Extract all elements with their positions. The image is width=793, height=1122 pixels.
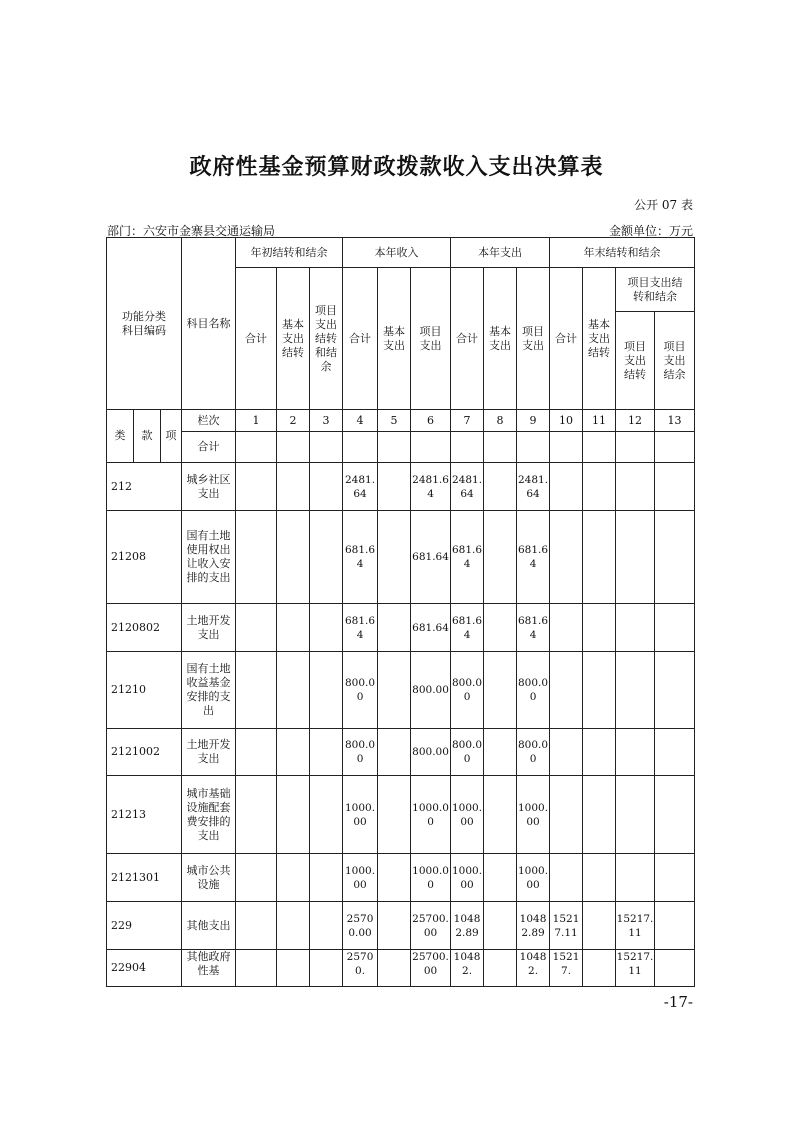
income-total-cell: 25700.: [343, 950, 378, 987]
income-project-cell: 1000.00: [411, 854, 451, 902]
lanci-label: 栏次: [182, 410, 236, 432]
end-total-cell: [550, 854, 583, 902]
income-total-cell: 800.00: [343, 652, 378, 729]
income-total-cell: 1000.00: [343, 776, 378, 854]
col-number: 6: [411, 410, 451, 432]
end-project-carry-cell: [616, 511, 655, 604]
end-project-balance-header: 项目支出结余: [655, 312, 695, 410]
row-name: 国有土地使用权出让收入安排的支出: [182, 511, 236, 604]
end-project-group-header: 项目支出结转和结余: [616, 268, 695, 312]
income-project-header: 项目支出: [411, 268, 451, 410]
income-project-cell: 800.00: [411, 652, 451, 729]
income-project-cell: 25700.00: [411, 950, 451, 987]
income-total-header: 合计: [343, 268, 378, 410]
table-number: 公开 07 表: [634, 198, 693, 212]
budget-table: [106, 237, 695, 987]
income-project-cell: 681.64: [411, 511, 451, 604]
income-total-cell: 1000.00: [343, 854, 378, 902]
col-number: 13: [655, 410, 695, 432]
end-total-cell: 15217.: [550, 950, 583, 987]
end-group-header: 年末结转和结余: [550, 238, 695, 268]
expense-total-cell: 681.64: [451, 511, 484, 604]
row-code: 21213: [107, 776, 182, 854]
income-group-header: 本年收入: [343, 238, 451, 268]
income-total-cell: 800.00: [343, 729, 378, 776]
begin-project-carry-header: 项目支出结转和结余: [310, 268, 343, 410]
end-total-cell: [550, 511, 583, 604]
table-row: [107, 604, 695, 652]
end-project-carry-cell: [616, 729, 655, 776]
income-project-cell: 25700.00: [411, 902, 451, 950]
row-name: 其他政府性基: [182, 950, 236, 987]
lei-header: 类: [107, 410, 134, 463]
expense-total-cell: 800.00: [451, 652, 484, 729]
row-code: 229: [107, 902, 182, 950]
expense-project-cell: 1000.00: [517, 776, 550, 854]
end-project-carry-cell: [616, 463, 655, 511]
table-row: [107, 463, 695, 511]
end-total-cell: [550, 729, 583, 776]
end-total-cell: [550, 604, 583, 652]
row-code: 2121301: [107, 854, 182, 902]
end-project-carry-cell: 15217.11: [616, 950, 655, 987]
subject-name-header: 科目名称: [182, 238, 236, 410]
row-name: 土地开发支出: [182, 604, 236, 652]
col-number: 9: [517, 410, 550, 432]
table-row: [107, 776, 695, 854]
expense-project-cell: 681.64: [517, 604, 550, 652]
end-project-carry-header: 项目支出结转: [616, 312, 655, 410]
table-row: [107, 950, 695, 987]
row-name: 土地开发支出: [182, 729, 236, 776]
col-number: 4: [343, 410, 378, 432]
row-name: 城乡社区支出: [182, 463, 236, 511]
row-name: 其他支出: [182, 902, 236, 950]
expense-project-cell: 681.64: [517, 511, 550, 604]
col-number: 3: [310, 410, 343, 432]
expense-project-cell: 10482.89: [517, 902, 550, 950]
expense-project-header: 项目支出: [517, 268, 550, 410]
table-row: [107, 511, 695, 604]
income-total-cell: 25700.00: [343, 902, 378, 950]
expense-group-header: 本年支出: [451, 238, 550, 268]
end-project-carry-cell: [616, 652, 655, 729]
row-code: 22904: [107, 950, 182, 987]
func-code-header: 功能分类科目编码: [107, 238, 182, 410]
end-total-cell: [550, 652, 583, 729]
column-number-row: [107, 410, 695, 432]
income-total-cell: 681.64: [343, 511, 378, 604]
income-project-cell: 2481.64: [411, 463, 451, 511]
kuan-header: 款: [134, 410, 161, 463]
row-code: 21210: [107, 652, 182, 729]
end-basic-carry-header: 基本支出结转: [583, 268, 616, 410]
total-row: [107, 432, 695, 463]
page-title: 政府性基金预算财政拨款收入支出决算表: [189, 155, 604, 180]
end-total-header: 合计: [550, 268, 583, 410]
col-number: 7: [451, 410, 484, 432]
expense-total-cell: 10482.: [451, 950, 484, 987]
income-project-cell: 1000.00: [411, 776, 451, 854]
expense-total-cell: 10482.89: [451, 902, 484, 950]
table-row: [107, 729, 695, 776]
income-total-cell: 2481.64: [343, 463, 378, 511]
row-name: 城市公共设施: [182, 854, 236, 902]
expense-project-cell: 2481.64: [517, 463, 550, 511]
header-row-1: [107, 238, 695, 268]
end-project-carry-cell: [616, 776, 655, 854]
row-code: 2121002: [107, 729, 182, 776]
total-label: 合计: [182, 432, 236, 463]
end-total-cell: 15217.11: [550, 902, 583, 950]
xiang-header: 项: [161, 410, 182, 463]
col-number: 8: [484, 410, 517, 432]
expense-total-cell: 1000.00: [451, 776, 484, 854]
expense-project-cell: 800.00: [517, 729, 550, 776]
expense-basic-header: 基本支出: [484, 268, 517, 410]
expense-project-cell: 800.00: [517, 652, 550, 729]
income-project-cell: 800.00: [411, 729, 451, 776]
row-code: 21208: [107, 511, 182, 604]
row-code: 212: [107, 463, 182, 511]
expense-total-header: 合计: [451, 268, 484, 410]
end-project-carry-cell: [616, 604, 655, 652]
income-total-cell: 681.64: [343, 604, 378, 652]
table-row: [107, 652, 695, 729]
begin-basic-carry-header: 基本支出结转: [277, 268, 310, 410]
col-number: 11: [583, 410, 616, 432]
department-label: 部门：六安市金寨县交通运输局: [107, 224, 276, 238]
expense-total-cell: 800.00: [451, 729, 484, 776]
col-number: 5: [378, 410, 411, 432]
row-code: 2120802: [107, 604, 182, 652]
expense-total-cell: 681.64: [451, 604, 484, 652]
begin-total-header: 合计: [236, 268, 277, 410]
end-project-carry-cell: [616, 854, 655, 902]
col-number: 2: [277, 410, 310, 432]
end-project-carry-cell: 15217.11: [616, 902, 655, 950]
page-number: -17-: [663, 993, 693, 1011]
table-row: [107, 854, 695, 902]
expense-project-cell: 10482.: [517, 950, 550, 987]
col-number: 10: [550, 410, 583, 432]
begin-group-header: 年初结转和结余: [236, 238, 343, 268]
col-number: 1: [236, 410, 277, 432]
end-total-cell: [550, 776, 583, 854]
end-total-cell: [550, 463, 583, 511]
row-name: 国有土地收益基金安排的支出: [182, 652, 236, 729]
expense-total-cell: 1000.00: [451, 854, 484, 902]
income-project-cell: 681.64: [411, 604, 451, 652]
row-name: 城市基础设施配套费安排的支出: [182, 776, 236, 854]
income-basic-header: 基本支出: [378, 268, 411, 410]
expense-project-cell: 1000.00: [517, 854, 550, 902]
col-number: 12: [616, 410, 655, 432]
unit-label: 金额单位：万元: [608, 224, 693, 238]
table-row: [107, 902, 695, 950]
expense-total-cell: 2481.64: [451, 463, 484, 511]
